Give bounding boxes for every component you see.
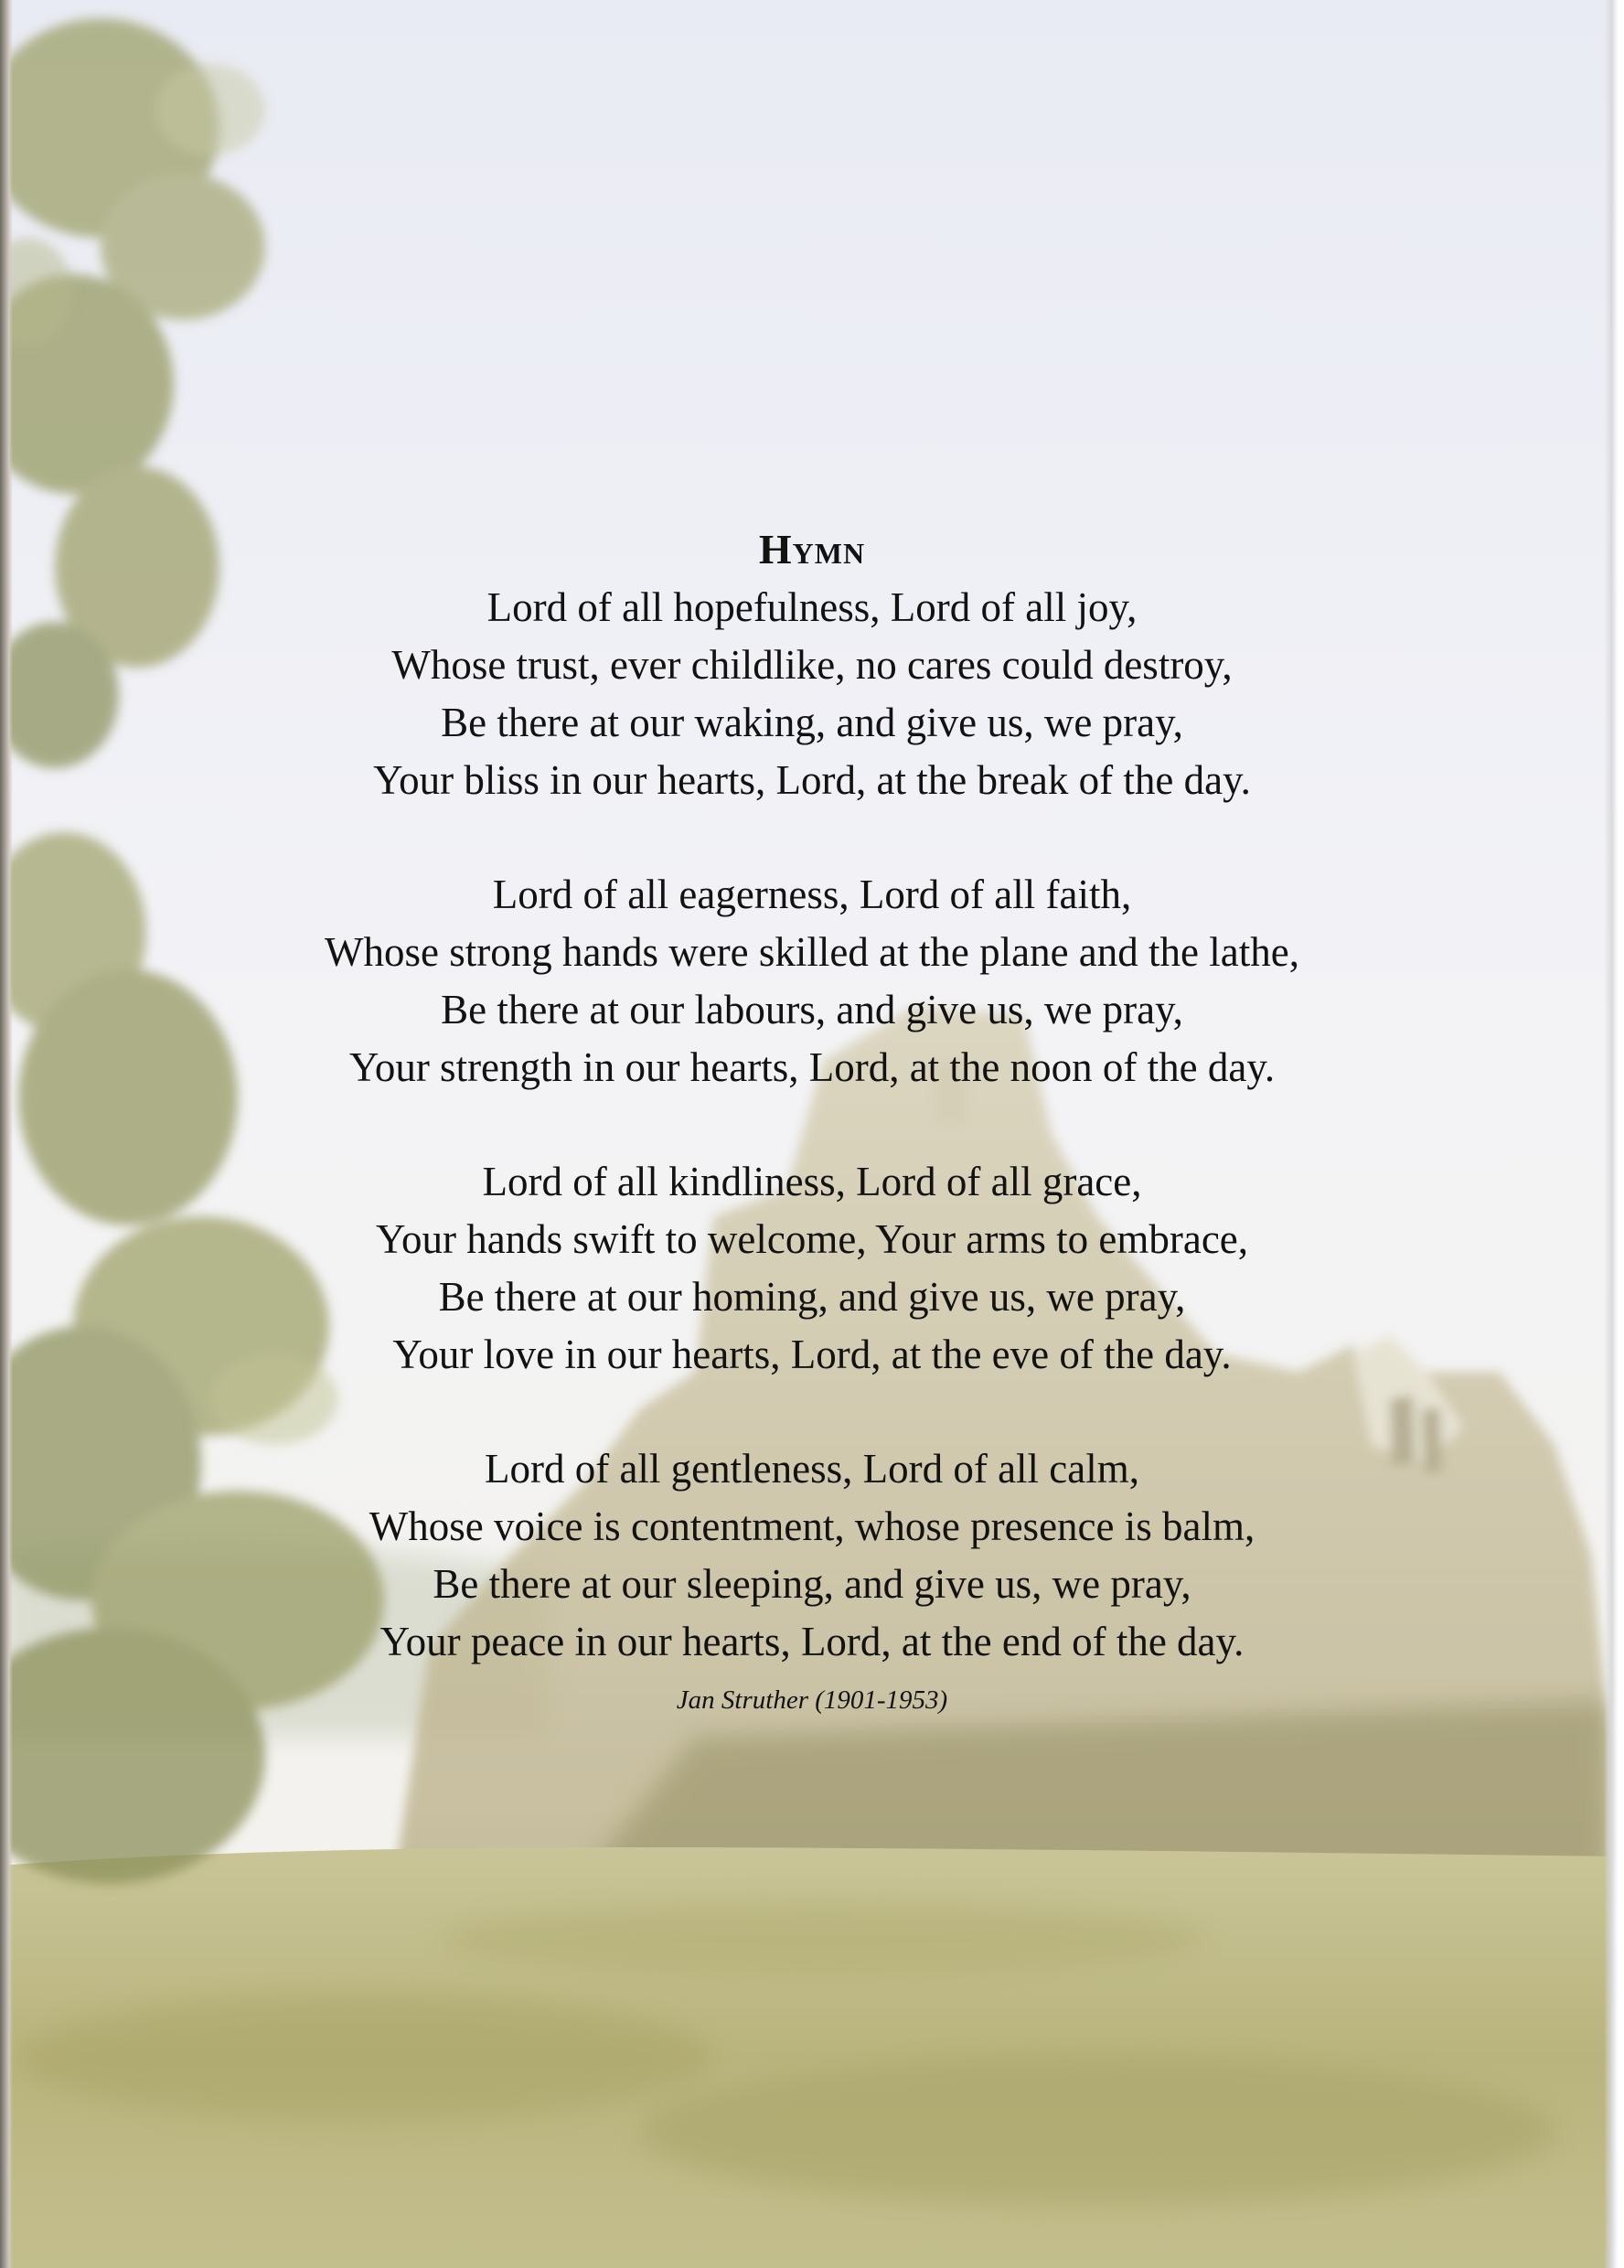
verse-line: Your peace in our hearts, Lord, at the end of the day. — [379, 1619, 1245, 1664]
verse-line: Whose voice is contentment, whose presence is balm, — [369, 1503, 1255, 1549]
verse-line: Your bliss in our hearts, Lord, at the break of the day. — [373, 757, 1251, 803]
stanza-2 — [0, 866, 1624, 1097]
stanza-4 — [0, 1440, 1624, 1671]
verse-line: Lord of all kindliness, Lord of all grace, — [482, 1159, 1142, 1204]
stanza-3 — [0, 1153, 1624, 1384]
verse-line: Lord of all eagerness, Lord of all faith, — [492, 872, 1132, 917]
verse-line: Be there at our homing, and give us, we pray, — [438, 1274, 1186, 1320]
verse-line: Be there at our sleeping, and give us, we pray, — [433, 1561, 1191, 1607]
verse-line: Lord of all hopefulness, Lord of all joy, — [486, 584, 1138, 630]
verse-line: Whose trust, ever childlike, no cares could destroy, — [391, 642, 1233, 688]
verse-line: Whose strong hands were skilled at the plane and the lathe, — [325, 929, 1299, 975]
verse-line: Your hands swift to welcome, Your arms to embrace, — [375, 1216, 1249, 1262]
verse-line: Lord of all gentleness, Lord of all calm, — [484, 1446, 1140, 1492]
author-attribution: Jan Struther (1901-1953) — [676, 1685, 948, 1715]
verse-line: Your strength in our hearts, Lord, at the noon of the day. — [348, 1044, 1276, 1090]
verse-line: Your love in our hearts, Lord, at the eve of the day. — [392, 1332, 1232, 1377]
hymn-text — [0, 526, 1624, 1718]
stanza-1 — [0, 579, 1624, 809]
hymn-title: Hymn — [758, 526, 866, 572]
verse-line: Be there at our labours, and give us, we pray, — [441, 987, 1183, 1032]
verse-line: Be there at our waking, and give us, we pray, — [441, 700, 1183, 745]
